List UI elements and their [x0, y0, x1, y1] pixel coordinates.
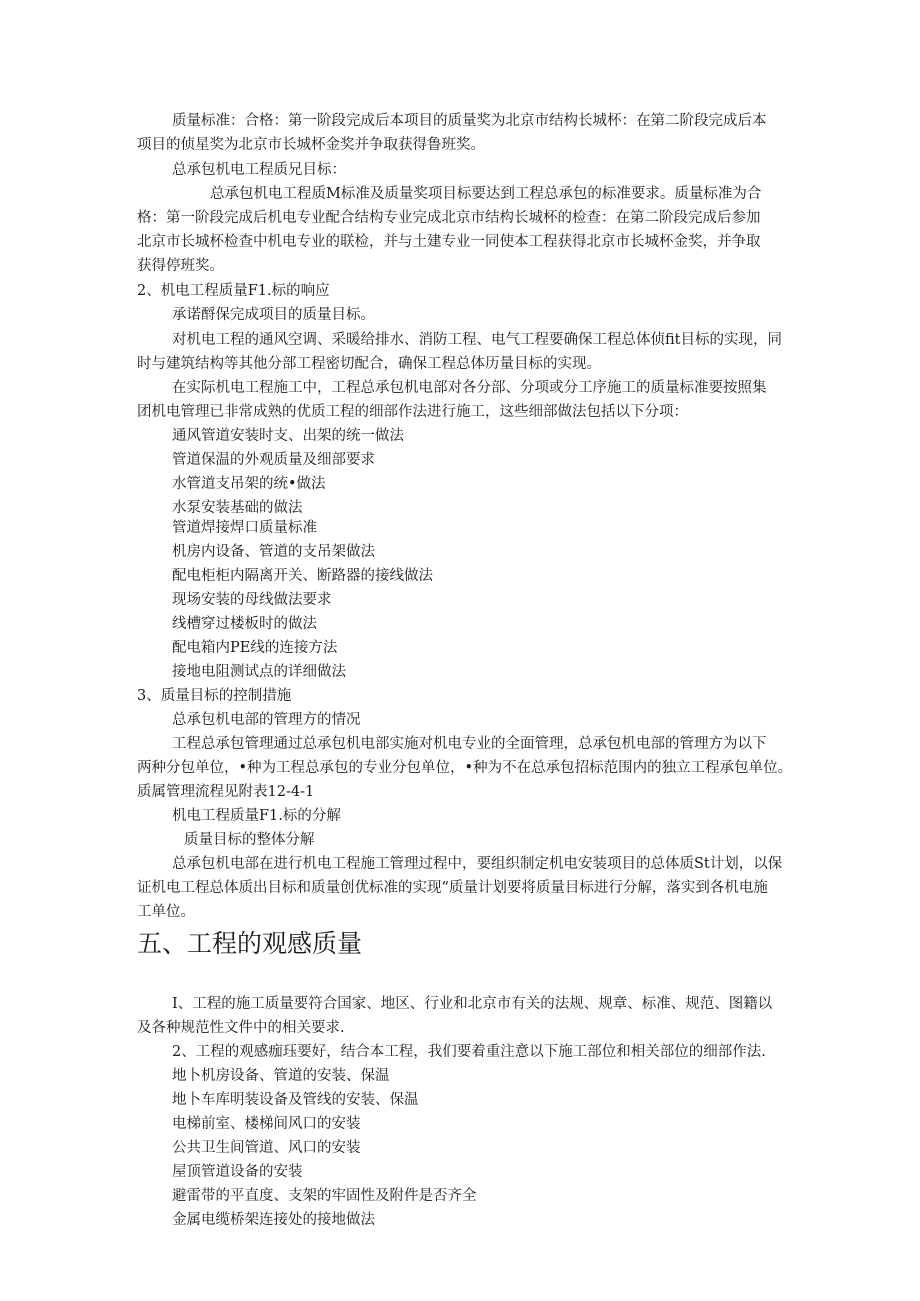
- text-line: 团机电管理已非常成熟的优质工程的细部作法进行施工，这些细部做法包括以下分项：: [137, 404, 688, 420]
- text-line: 时与建筑结构等其他分部工程密切配合，确保工程总体历量目标的实现。: [137, 356, 601, 372]
- text-line: 机电工程质量F1.标的分解: [172, 808, 341, 824]
- text-line: 两种分包单位，•种为工程总承包的专业分包单位，•种为不在总承包招标范围内的独立工程承包单位。: [137, 760, 793, 776]
- text-line: 质量目标的整体分解: [184, 832, 315, 848]
- list-item: 地卜车库明装设备及管线的安装、保温: [172, 1092, 419, 1108]
- list-item: 接地电阻测试点的详细做法: [172, 664, 346, 680]
- text-line: 承诺酹保完成项目的质量目标。: [172, 307, 375, 323]
- list-item: 通风管道安装时支、出架的统一做法: [172, 428, 404, 444]
- chapter-heading: 五、工程的观感质量: [137, 929, 363, 958]
- text-line: 对机电工程的通风空调、采暖给排水、消防工程、电气工程要确保工程总体侦fit目标的实现，同: [172, 332, 782, 348]
- list-item: 水管道支吊架的统•做法: [172, 476, 326, 492]
- list-item: 配电箱内PE线的连接方法: [172, 640, 338, 656]
- list-item: 屋顶管道设备的安装: [172, 1164, 303, 1180]
- text-line: 2、工程的观感痂珏要好，结合本工程，我们要着重注意以下施工部位和相关部位的细部作法.: [172, 1044, 766, 1060]
- list-item: 线槽穿过楼板时的做法: [172, 616, 317, 632]
- text-line: 项目的侦星奖为北京市长城杯金奖并争取获得鲁班奖。: [137, 137, 485, 153]
- list-item: 地卜机房设备、管道的安装、保温: [172, 1068, 390, 1084]
- list-item: 水泵安装基础的做法: [172, 500, 303, 516]
- list-item: 配电柜柜内隔离开关、断路器的接线做法: [172, 568, 433, 584]
- text-line: 格：第一阶段完成后机电专业配合结构专业完成北京市结构长城杯的检查：在第二阶段完成后参加: [137, 210, 761, 226]
- list-item: 机房内设备、管道的支吊架做法: [172, 544, 375, 560]
- text-line: 工程总承包管理通过总承包机电部实施对机电专业的全面管理，总承包机电部的管理方为以下: [172, 736, 767, 752]
- text-line: 在实际机电工程施工中，工程总承包机电部对各分部、分项或分工序施工的质量标准要按照集: [172, 380, 767, 396]
- text-line: 总承包机电工程质兄目标：: [172, 162, 346, 178]
- text-line: 总承包机电部在进行机电工程施工管理过程中，要组织制定机电安装项目的总体质St计划，以保: [172, 856, 783, 872]
- section-heading: 2、机电工程质量F1.标的响应: [137, 283, 330, 299]
- list-item: 管道保温的外观质量及细部要求: [172, 452, 375, 468]
- list-item: 电梯前室、楼梯间风口的安装: [172, 1116, 361, 1132]
- text-line: 总承包机电部的管理方的情况: [172, 712, 361, 728]
- text-line: 及各种规范性文件中的相关要求.: [137, 1020, 345, 1036]
- text-line: 获得停班奖。: [137, 258, 224, 274]
- list-item: 公共卫生间管道、风口的安装: [172, 1140, 361, 1156]
- list-item: 现场安装的母线做法要求: [172, 592, 332, 608]
- list-item: 避雷带的平直度、支架的牢固性及附件是否齐全: [172, 1188, 477, 1204]
- text-line: 工单位。: [137, 904, 195, 920]
- list-item: 管道焊接焊口质量标准: [172, 520, 317, 536]
- text-line: 质属管理流程见附表12-4-1: [137, 784, 315, 800]
- text-line: 质量标准：合格：第一阶段完成后本项目的质量奖为北京市结构长城杯：在第二阶段完成后本: [172, 113, 767, 129]
- list-item: 金属电缆桥架连接处的接地做法: [172, 1212, 375, 1228]
- text-line: 证机电工程总体质出目标和质量创优标准的实现“质量计划要将质量目标进行分解，落实到各机电施: [137, 880, 768, 896]
- text-line: I、工程的施工质量要符合国家、地区、行业和北京市有关的法规、规章、标准、规范、图籍以: [172, 996, 773, 1012]
- text-line: 北京市长城杯检查中机电专业的联检，并与土建专业一同使本工程获得北京市长城杯金奖，并争取: [137, 234, 761, 250]
- section-heading: 3、质量目标的控制措施: [137, 688, 292, 704]
- text-line: 总承包机电工程质M标准及质量奖项目标要达到工程总承包的标准要求。质量标准为合: [210, 186, 762, 202]
